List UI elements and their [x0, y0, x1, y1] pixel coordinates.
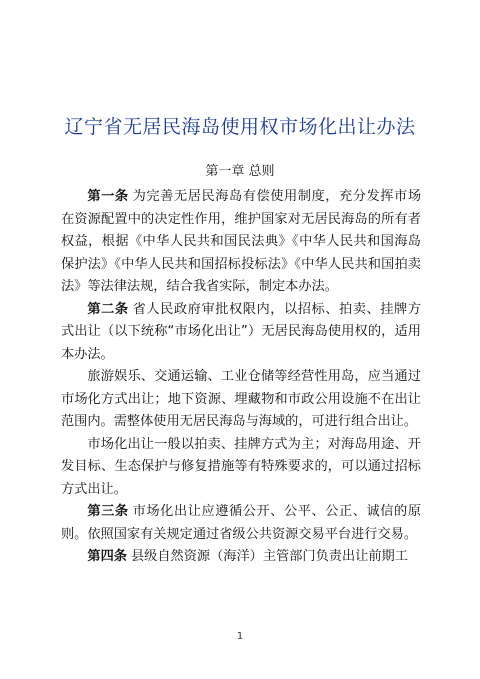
page-number: 1 [236, 631, 244, 642]
paragraph-article-2 [61, 299, 421, 367]
paragraph-text: 旅游娱乐、交通运输、工业仓储等经营性用岛，应当通过市场化方式出让；地下资源、埋藏物和市政公用设施不在出让范围内。需整体使用无居民海岛与海域的，可进行组合出让。 [61, 369, 421, 429]
paragraph-article-4 [61, 546, 421, 569]
paragraph-text: 市场化出让应遵循公开、公平、公正、诚信的原则。依照国家有关规定通过省级公共资源交易平台进行交易。 [61, 504, 422, 542]
paragraph-text: 县级自然资源（海洋）主管部门负责出让前期工 [130, 549, 408, 564]
article-number: 第二条 [87, 301, 129, 317]
paragraph-article-3 [61, 501, 421, 546]
article-number: 第三条 [87, 504, 129, 519]
article-number: 第一条 [87, 189, 129, 204]
paragraph-article-2-clause-2 [61, 366, 421, 434]
document-body [61, 186, 421, 569]
paragraph-article-2-clause-3 [61, 434, 421, 502]
paragraph-text: 市场化出让一般以拍卖、挂牌方式为主；对海岛用途、开发目标、生态保护与修复措施等有特殊要求的，可以通过招标方式出让。 [61, 436, 421, 497]
document-title: 辽宁省无居民海岛使用权市场化出让办法 [64, 116, 416, 138]
paragraph-article-1 [61, 186, 421, 299]
article-number: 第四条 [87, 549, 127, 564]
chapter-heading: 第一章 总则 [205, 164, 275, 179]
paragraph-text: 为完善无居民海岛有偿使用制度，充分发挥市场在资源配置中的决定性作用，维护国家对无居民海岛的所有者权益，根据《中华人民共和国民法典》《中华人民共和国海岛保护法》《中华人民共和国招标投标法》《中华人民共和国拍卖法》等法律法规，结合我省实际，制定本办法。 [61, 189, 422, 294]
paragraph-text: 省人民政府审批权限内，以招标、拍卖、挂牌方式出让（以下统称“市场化出让”）无居民海岛使用权的，适用本办法。 [61, 301, 422, 362]
